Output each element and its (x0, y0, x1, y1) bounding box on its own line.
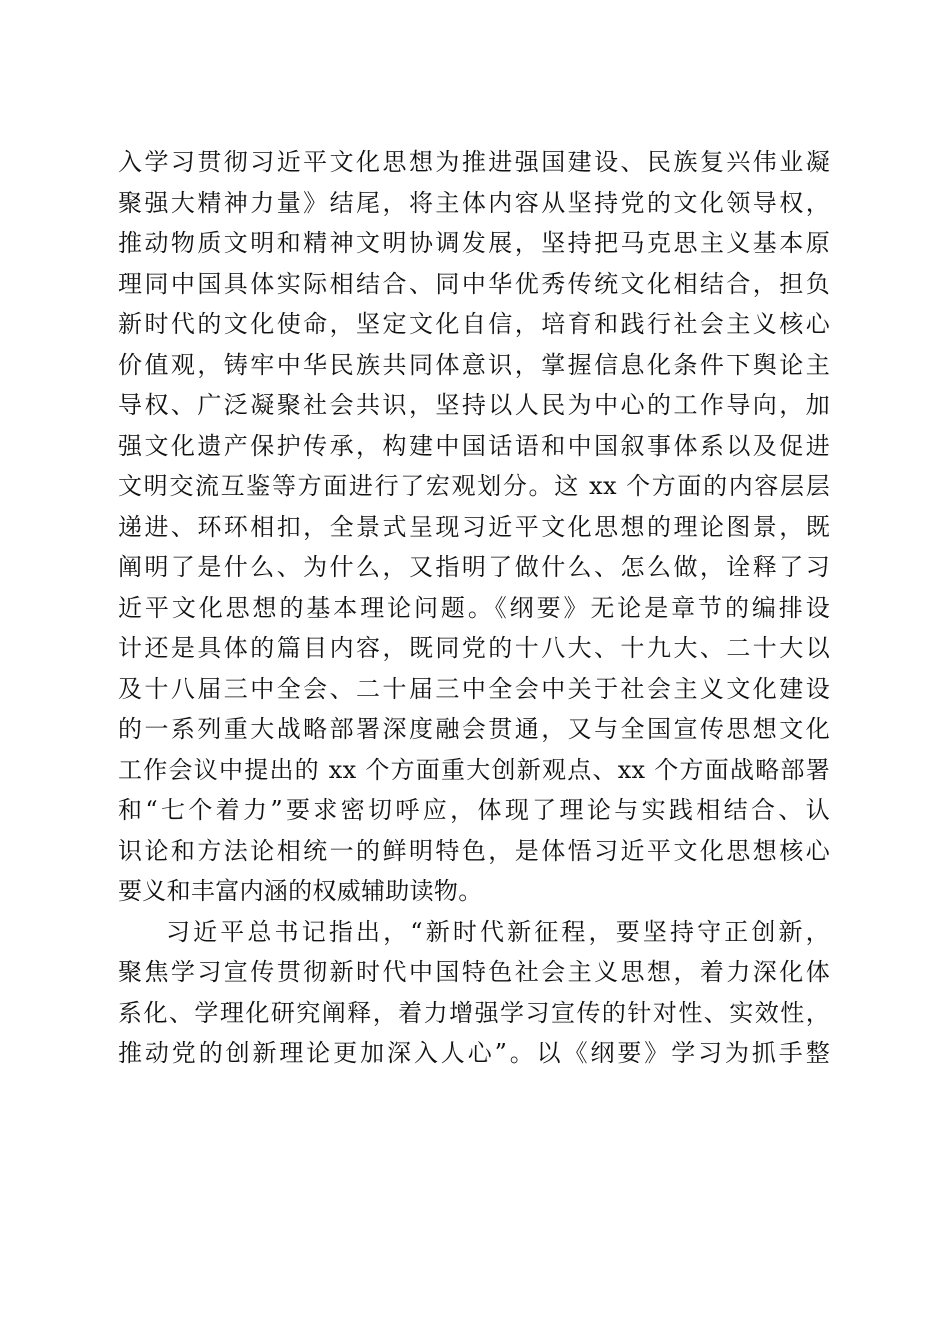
paragraph-1-line-12: 近平文化思想的基本理论问题。《纲要》无论是章节的编排设 (118, 593, 830, 622)
paragraph-1-line-6: 价值观，铸牢中华民族共同体意识，掌握信息化条件下舆论主 (118, 350, 830, 379)
paragraph-1-line-4: 理同中国具体实际相结合、同中华优秀传统文化相结合，担负 (118, 269, 830, 298)
paragraph-1-line-8: 强文化遗产保护传承，构建中国话语和中国叙事体系以及促进 (118, 431, 830, 460)
paragraph-2-line-2: 聚焦学习宣传贯彻新时代中国特色社会主义思想，着力深化体 (118, 958, 830, 986)
paragraph-1-line-5: 新时代的文化使命，坚定文化自信，培育和践行社会主义核心 (118, 310, 830, 338)
paragraph-1-line-14: 及十八届三中全会、二十届三中全会中关于社会主义文化建设 (118, 674, 830, 703)
paragraph-2-line-1: 习近平总书记指出，“新时代新征程，要坚持守正创新， (166, 917, 830, 946)
paragraph-2-line-4: 推动党的创新理论更加深入人心”。以《纲要》学习为抓手整 (118, 1039, 830, 1067)
paragraph-1-line-17: 和“七个着力”要求密切呼应，体现了理论与实践相结合、认 (118, 796, 830, 824)
paragraph-1-line-16: 工作会议中提出的 xx 个方面重大创新观点、xx 个方面战略部署 (118, 755, 830, 784)
paragraph-1-line-1: 入学习贯彻习近平文化思想为推进强国建设、民族复兴伟业凝 (118, 148, 830, 176)
paragraph-1-line-3: 推动物质文明和精神文明协调发展，坚持把马克思主义基本原 (118, 229, 830, 257)
paragraph-1-line-11: 阐明了是什么、为什么，又指明了做什么、怎么做，诠释了习 (118, 553, 830, 581)
paragraph-1-line-2: 聚强大精神力量》结尾，将主体内容从坚持党的文化领导权， (118, 188, 830, 217)
paragraph-2-line-3: 系化、学理化研究阐释，着力增强学习宣传的针对性、实效性， (118, 998, 830, 1027)
paragraph-1-line-13: 计还是具体的篇目内容，既同党的十八大、十九大、二十大以 (118, 634, 830, 662)
paragraph-1-line-19: 要义和丰富内涵的权威辅助读物。 (118, 877, 483, 905)
paragraph-1-line-9: 文明交流互鉴等方面进行了宏观划分。这 xx 个方面的内容层层 (118, 472, 830, 500)
paragraph-1-line-18: 识论和方法论相统一的鲜明特色，是体悟习近平文化思想核心 (118, 836, 830, 865)
paragraph-1-line-15: 的一系列重大战略部署深度融会贯通，又与全国宣传思想文化 (118, 715, 830, 743)
paragraph-1-line-7: 导权、广泛凝聚社会共识，坚持以人民为中心的工作导向，加 (118, 391, 830, 419)
paragraph-1-line-10: 递进、环环相扣，全景式呈现习近平文化思想的理论图景，既 (118, 512, 830, 541)
